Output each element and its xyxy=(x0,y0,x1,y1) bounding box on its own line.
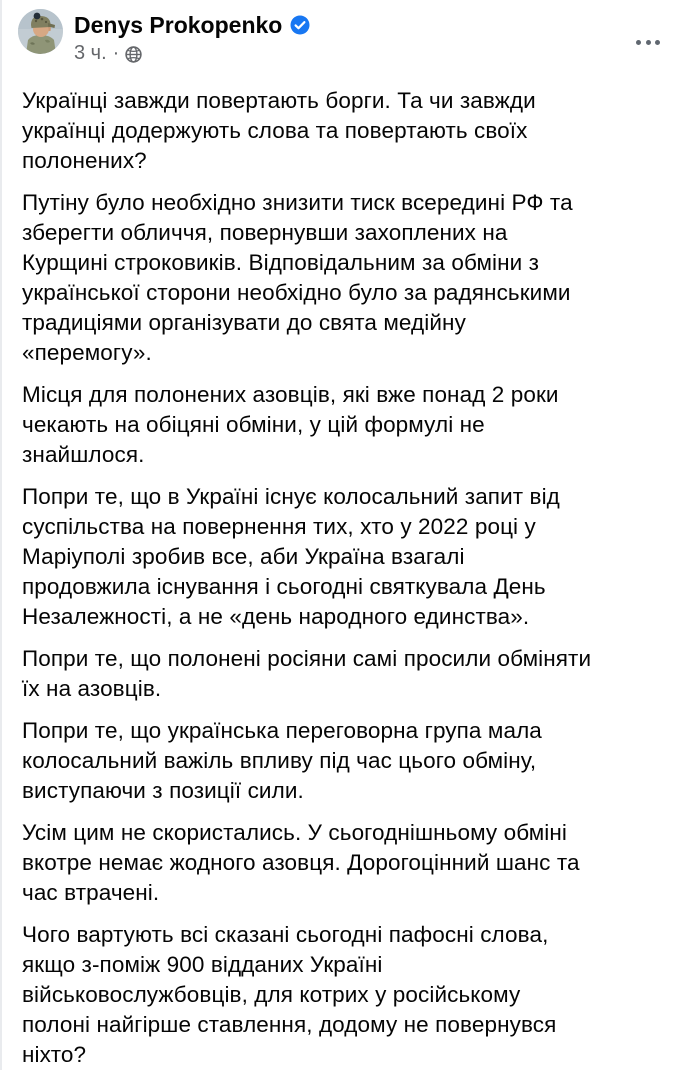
post-text-line: виступаючи з позиції сили. xyxy=(22,778,304,803)
post-paragraph xyxy=(22,482,666,632)
verified-badge-icon xyxy=(290,15,310,35)
post-text-line: Українці завжди повертають борги. Та чи завжди xyxy=(22,88,536,113)
ellipsis-icon xyxy=(646,40,651,45)
ellipsis-icon xyxy=(655,40,660,45)
post-paragraph xyxy=(22,86,666,176)
post-text-line: Курщині строковиків. Відповідальним за обміни з xyxy=(22,250,540,275)
post-paragraph xyxy=(22,716,666,806)
post-text-line: час втрачені. xyxy=(22,880,160,905)
post-text-line: традиціями організувати до свята медійну xyxy=(22,310,466,335)
post-text-line: Чого вартують всі сказані сьогодні пафосні слова, xyxy=(22,922,549,947)
post-paragraph xyxy=(22,380,666,470)
post-text-line: знайшлося. xyxy=(22,442,145,467)
post-paragraph xyxy=(22,644,666,704)
post-text-line: військовослужбовців, для котрих у російському xyxy=(22,982,521,1007)
post-text-line: української сторони необхідно було за радянськими xyxy=(22,280,571,305)
avatar[interactable] xyxy=(18,9,63,54)
post-text-line: Незалежності, а не «день народного единства». xyxy=(22,604,530,629)
post-text-line: їх на азовців. xyxy=(22,676,162,701)
post-text-line: зберегти обличчя, повернувши захоплених на xyxy=(22,220,508,245)
header-text xyxy=(74,9,310,65)
post-header xyxy=(2,0,684,65)
post-text-line: колосальний важіль впливу під час цього обміну, xyxy=(22,748,537,773)
author-name[interactable]: Denys Prokopenko xyxy=(74,12,283,38)
ellipsis-icon xyxy=(636,40,641,45)
post-text-line: Місця для полонених азовців, які вже понад 2 роки xyxy=(22,382,559,407)
post-text-line: продовжила існування і сьогодні святкувала День xyxy=(22,574,546,599)
post-text-line: Маріуполі зробив все, аби Україна взагалі xyxy=(22,544,465,569)
profile-photo-icon xyxy=(18,9,63,54)
author-row xyxy=(74,11,310,39)
post-text-line: чекають на обіцяні обміни, у цій формулі не xyxy=(22,412,485,437)
post-options-button[interactable] xyxy=(626,26,670,58)
post-text-line: Попри те, що полонені росіяни самі просили обміняти xyxy=(22,646,592,671)
post-text-line: Путіну було необхідно знизити тиск всередині РФ та xyxy=(22,190,573,215)
post-text-line: Попри те, що українська переговорна група мала xyxy=(22,718,542,743)
post-text-line: якщо з-поміж 900 відданих Україні xyxy=(22,952,383,977)
post-text-line: Попри те, що в Україні існує колосальний запит від xyxy=(22,484,560,509)
post-text-line: «перемогу». xyxy=(22,340,152,365)
post-text-line: Усім цим не скористались. У сьогоднішньому обміні xyxy=(22,820,567,845)
post-meta xyxy=(74,41,310,65)
post-text-line: українці додержують слова та повертають своїх xyxy=(22,118,528,143)
post-text-line: суспільства на повернення тих, хто у 2022 році у xyxy=(22,514,536,539)
timestamp[interactable]: 3 ч. xyxy=(74,42,107,64)
post-text-line: вкотре немає жодного азовця. Дорогоцінний шанс та xyxy=(22,850,580,875)
post-paragraph xyxy=(22,188,666,368)
post-paragraph xyxy=(22,818,666,908)
globe-icon xyxy=(125,46,142,63)
post-text-line: полоні найгірше ставлення, додому не повернувся xyxy=(22,1012,557,1037)
post-paragraph xyxy=(22,920,666,1070)
post-text-line: ніхто? xyxy=(22,1042,87,1067)
post-body xyxy=(2,65,684,1070)
post-text-line: полонених? xyxy=(22,148,147,173)
meta-separator: · xyxy=(112,42,120,64)
